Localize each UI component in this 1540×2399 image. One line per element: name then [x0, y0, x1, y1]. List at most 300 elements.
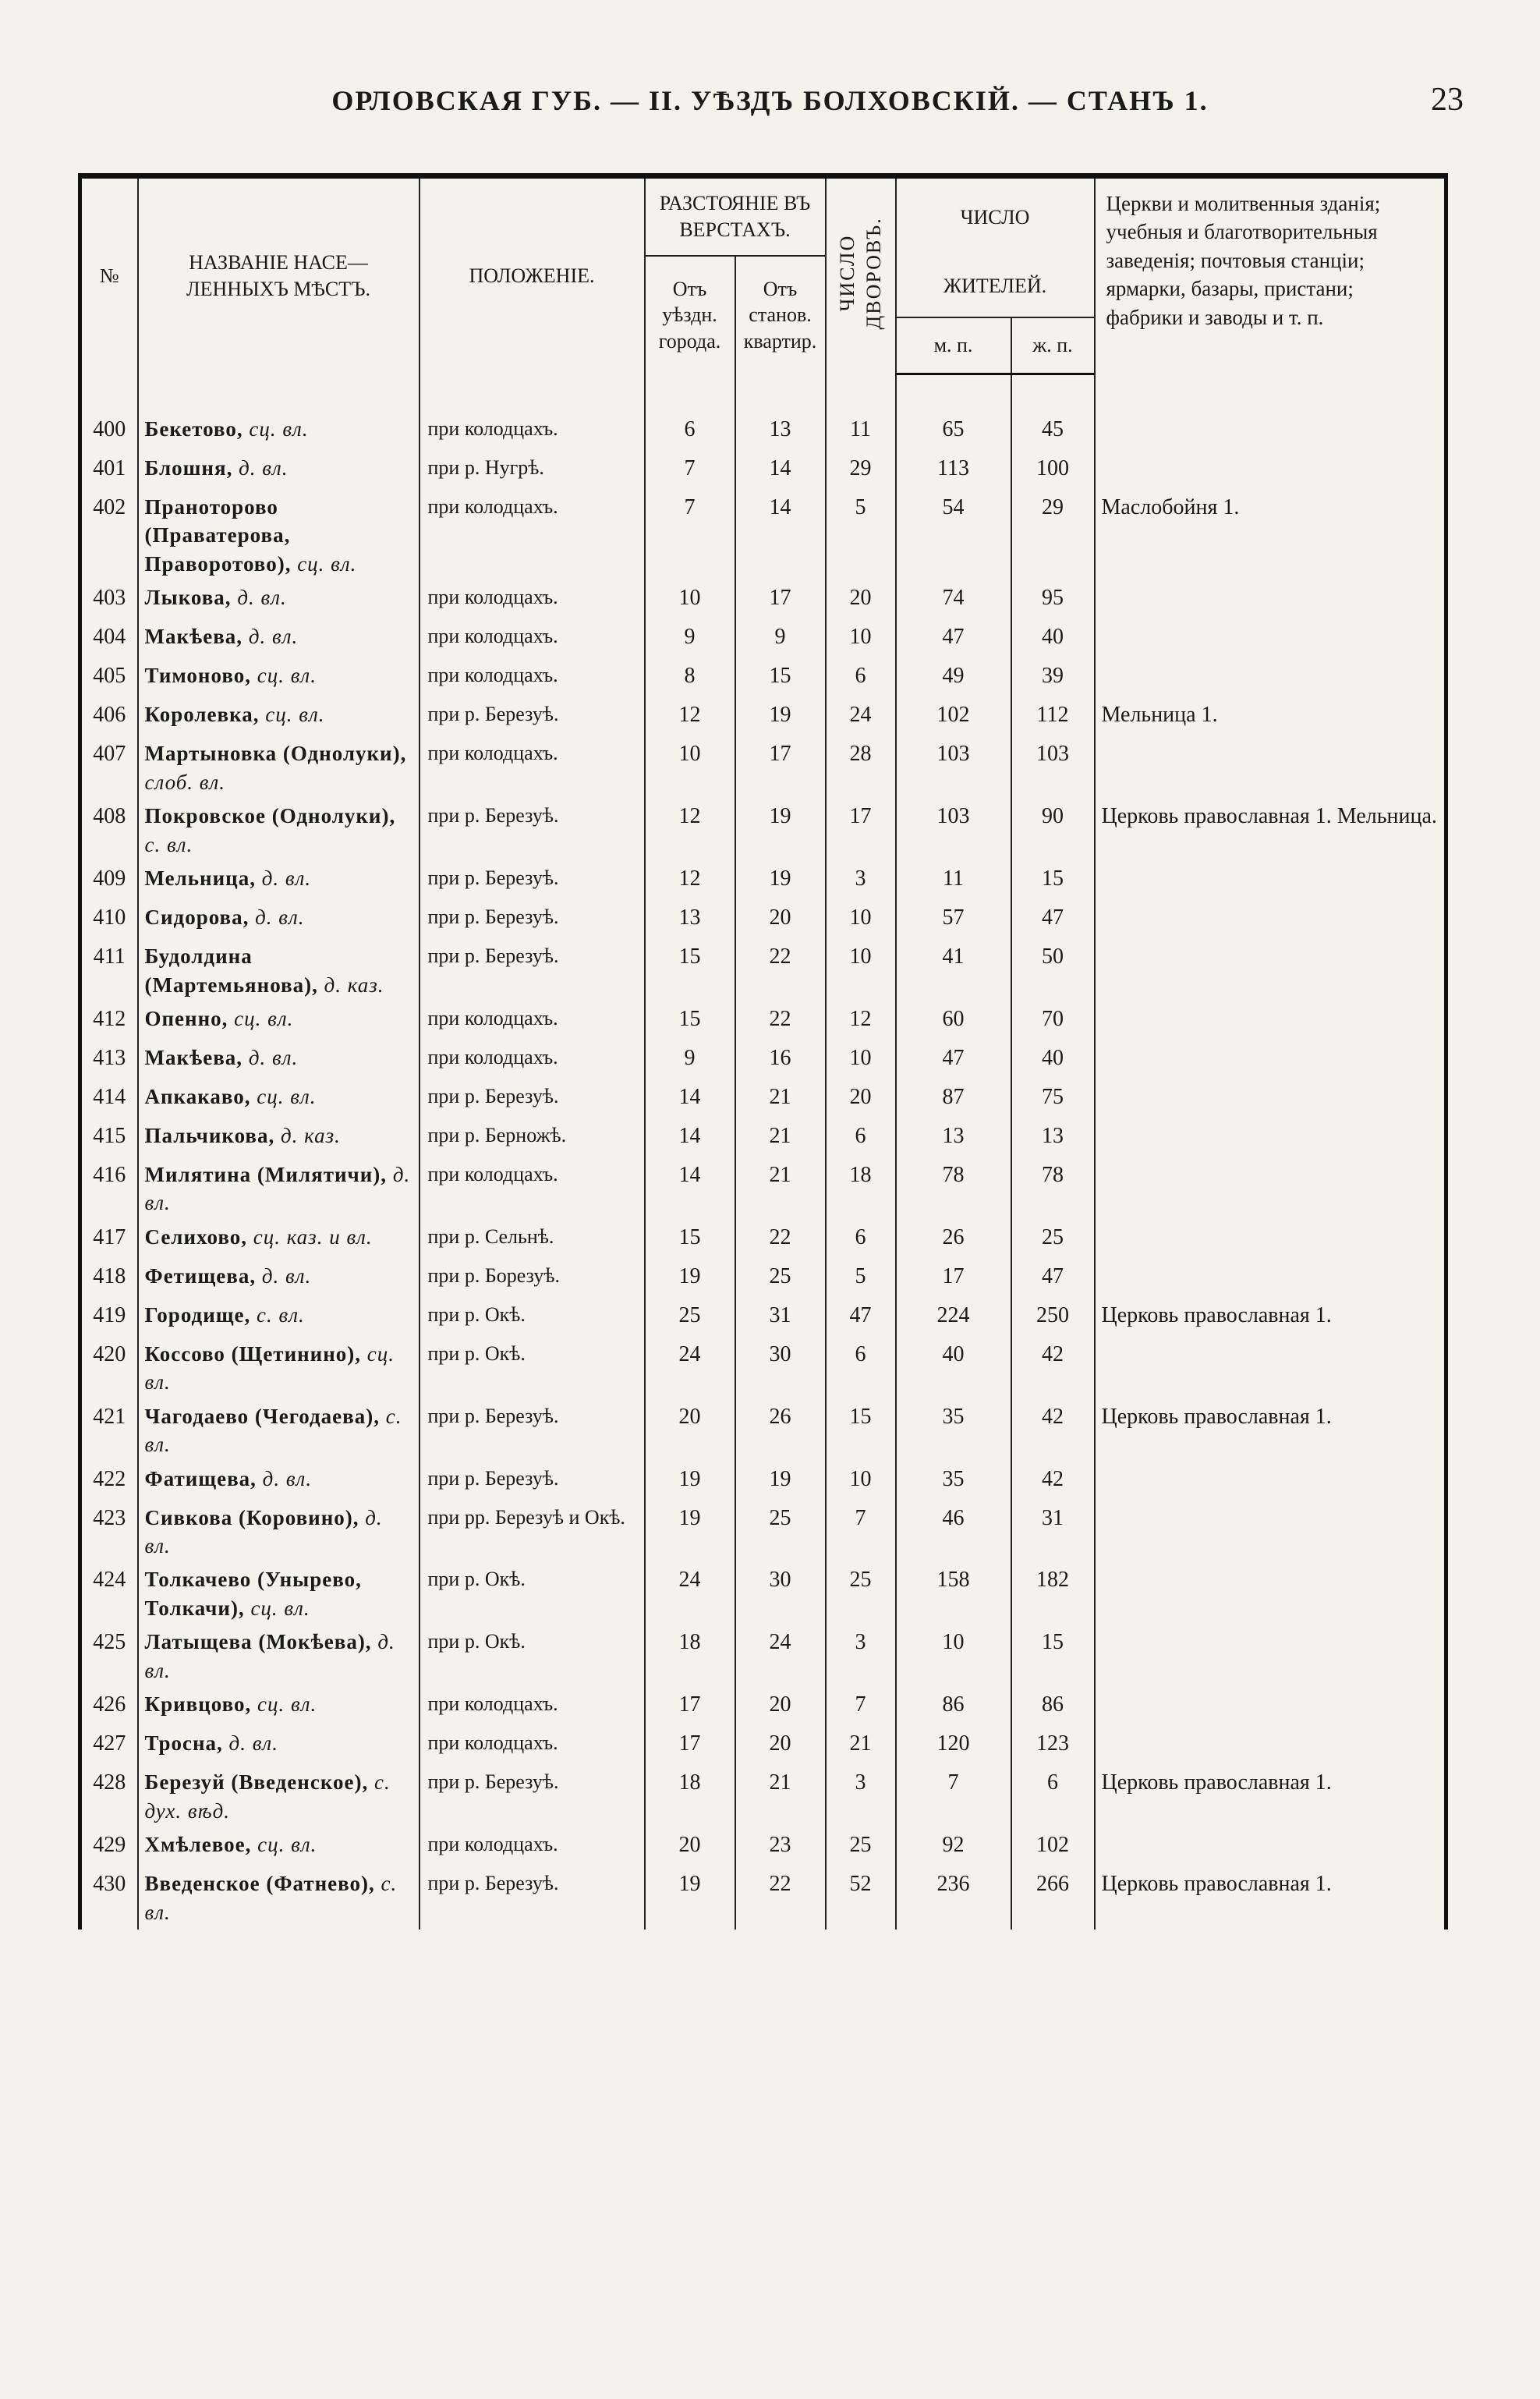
table-row — [80, 1260, 1446, 1299]
place-name — [138, 1002, 420, 1041]
place-kind: сц. вл. — [257, 1833, 317, 1857]
place-kind: д. вл. — [237, 586, 287, 610]
row-position: при колодцахъ. — [420, 1158, 645, 1221]
place-name-text: Мельница, — [144, 866, 256, 891]
dist-town: 6 — [645, 413, 735, 452]
households: 10 — [826, 940, 896, 1002]
female-count: 50 — [1011, 940, 1095, 1002]
place-name — [138, 1727, 420, 1766]
table-row — [80, 413, 1446, 452]
col-header-female: ж. п. — [1011, 317, 1095, 374]
row-number: 414 — [80, 1080, 138, 1119]
place-kind: д. вл. — [144, 1505, 383, 1557]
place-kind: д. вл. — [248, 625, 299, 649]
male-count: 103 — [896, 799, 1011, 862]
place-name-text: Тимоново, — [144, 664, 251, 688]
households: 6 — [826, 1221, 896, 1260]
dist-town: 12 — [645, 698, 735, 737]
male-count: 65 — [896, 413, 1011, 452]
table-row — [80, 581, 1446, 620]
dist-town: 9 — [645, 620, 735, 659]
place-name — [138, 1766, 420, 1828]
table-row — [80, 1158, 1446, 1221]
row-number: 413 — [80, 1041, 138, 1080]
male-count: 46 — [896, 1501, 1011, 1564]
male-count: 13 — [896, 1119, 1011, 1158]
row-position: при колодцахъ. — [420, 620, 645, 659]
place-name-text: Фатищева, — [144, 1466, 257, 1490]
female-count: 103 — [1011, 737, 1095, 799]
table-row — [80, 1119, 1446, 1158]
dist-stan: 20 — [735, 901, 826, 940]
table-row — [80, 901, 1446, 940]
col-header-distance: РАЗСТОЯНІЕ ВЪ ВЕРСТАХЪ. — [645, 176, 826, 257]
settlement-table — [78, 173, 1448, 1929]
dist-stan: 25 — [735, 1501, 826, 1564]
row-number: 409 — [80, 862, 138, 901]
households: 28 — [826, 737, 896, 799]
households: 52 — [826, 1867, 896, 1929]
row-remark: Церковь православная 1. Мельница. — [1095, 799, 1446, 862]
dist-stan: 17 — [735, 581, 826, 620]
row-remark — [1095, 1625, 1446, 1688]
running-head: ОРЛОВСКАЯ ГУБ. — II. УѢЗДЪ БОЛХОВСКІЙ. — СТАНЪ 1. — [331, 85, 1209, 116]
households: 18 — [826, 1158, 896, 1221]
place-name — [138, 581, 420, 620]
place-name — [138, 901, 420, 940]
dist-stan: 15 — [735, 659, 826, 698]
row-position: при р. Нугрѣ. — [420, 452, 645, 491]
table-row — [80, 1727, 1446, 1766]
table-spacer-row — [80, 374, 1446, 413]
dist-stan: 30 — [735, 1338, 826, 1400]
female-count: 47 — [1011, 1260, 1095, 1299]
col-header-from-stan: Отъ станов. квартир. — [735, 256, 826, 374]
dist-stan: 20 — [735, 1688, 826, 1727]
male-count: 102 — [896, 698, 1011, 737]
place-kind: д. вл. — [239, 456, 289, 480]
male-count: 74 — [896, 581, 1011, 620]
row-remark — [1095, 1828, 1446, 1867]
households: 10 — [826, 901, 896, 940]
table-body — [80, 374, 1446, 1929]
female-count: 39 — [1011, 659, 1095, 698]
male-count: 47 — [896, 620, 1011, 659]
place-kind: д. вл. — [228, 1731, 278, 1756]
dist-town: 15 — [645, 1221, 735, 1260]
row-remark — [1095, 1501, 1446, 1564]
place-kind: д. вл. — [248, 1045, 299, 1069]
male-count: 41 — [896, 940, 1011, 1002]
place-name-text: Сивкова (Коровино), — [144, 1505, 359, 1529]
male-count: 113 — [896, 452, 1011, 491]
female-count: 100 — [1011, 452, 1095, 491]
dist-town: 15 — [645, 1002, 735, 1041]
row-remark — [1095, 862, 1446, 901]
col-header-inhabitants-2: ЖИТЕЛЕЙ. — [896, 256, 1095, 317]
dist-town: 18 — [645, 1625, 735, 1688]
place-kind: сц. вл. — [297, 551, 357, 576]
dist-town: 19 — [645, 1867, 735, 1929]
place-kind: сц. вл. — [257, 664, 317, 688]
table-row — [80, 1338, 1446, 1400]
place-name — [138, 491, 420, 581]
households: 6 — [826, 1119, 896, 1158]
row-remark — [1095, 620, 1446, 659]
col-header-households — [826, 176, 896, 374]
female-count: 182 — [1011, 1563, 1095, 1625]
place-name-text: Чагодаево (Чегодаева), — [144, 1404, 380, 1428]
row-remark: Церковь православная 1. — [1095, 1766, 1446, 1828]
households: 15 — [826, 1400, 896, 1462]
row-remark — [1095, 452, 1446, 491]
row-number: 426 — [80, 1688, 138, 1727]
place-kind: д. вл. — [144, 1162, 411, 1215]
male-count: 158 — [896, 1563, 1011, 1625]
table-row — [80, 1501, 1446, 1564]
place-name — [138, 659, 420, 698]
place-name-text: Королевка, — [144, 703, 260, 727]
female-count: 15 — [1011, 862, 1095, 901]
female-count: 86 — [1011, 1688, 1095, 1727]
female-count: 47 — [1011, 901, 1095, 940]
dist-stan: 21 — [735, 1158, 826, 1221]
female-count: 112 — [1011, 698, 1095, 737]
place-name — [138, 1867, 420, 1929]
place-name — [138, 799, 420, 862]
male-count: 17 — [896, 1260, 1011, 1299]
male-count: 11 — [896, 862, 1011, 901]
dist-town: 15 — [645, 940, 735, 1002]
dist-stan: 16 — [735, 1041, 826, 1080]
table-row — [80, 1002, 1446, 1041]
row-position: при р. Окѣ. — [420, 1563, 645, 1625]
place-kind: с. дух. вѣд. — [144, 1770, 391, 1823]
row-position: при колодцахъ. — [420, 1041, 645, 1080]
table-row — [80, 1400, 1446, 1462]
dist-stan: 31 — [735, 1299, 826, 1338]
male-count: 60 — [896, 1002, 1011, 1041]
table-row — [80, 698, 1446, 737]
row-position: при колодцахъ. — [420, 1688, 645, 1727]
households: 24 — [826, 698, 896, 737]
households: 3 — [826, 1766, 896, 1828]
row-remark — [1095, 901, 1446, 940]
dist-stan: 21 — [735, 1766, 826, 1828]
dist-town: 14 — [645, 1158, 735, 1221]
place-name — [138, 1041, 420, 1080]
col-header-inhabitants-1: ЧИСЛО — [896, 176, 1095, 257]
row-number: 421 — [80, 1400, 138, 1462]
row-position: при колодцахъ. — [420, 659, 645, 698]
table-row — [80, 862, 1446, 901]
row-position: при колодцахъ. — [420, 413, 645, 452]
row-number: 411 — [80, 940, 138, 1002]
row-position: при р. Березуѣ. — [420, 1080, 645, 1119]
row-number: 405 — [80, 659, 138, 698]
row-position: при колодцахъ. — [420, 737, 645, 799]
place-name — [138, 1119, 420, 1158]
female-count: 102 — [1011, 1828, 1095, 1867]
row-remark — [1095, 1462, 1446, 1501]
place-name — [138, 1260, 420, 1299]
row-position: при р. Березуѣ. — [420, 1867, 645, 1929]
dist-stan: 26 — [735, 1400, 826, 1462]
row-position: при р. Березуѣ. — [420, 940, 645, 1002]
row-number: 428 — [80, 1766, 138, 1828]
male-count: 103 — [896, 737, 1011, 799]
dist-town: 17 — [645, 1727, 735, 1766]
dist-stan: 25 — [735, 1260, 826, 1299]
dist-stan: 13 — [735, 413, 826, 452]
male-count: 224 — [896, 1299, 1011, 1338]
place-name — [138, 1462, 420, 1501]
place-name — [138, 1688, 420, 1727]
dist-town: 17 — [645, 1688, 735, 1727]
row-remark — [1095, 1338, 1446, 1400]
row-number: 424 — [80, 1563, 138, 1625]
dist-stan: 9 — [735, 620, 826, 659]
male-count: 40 — [896, 1338, 1011, 1400]
households: 29 — [826, 452, 896, 491]
place-name-text: Кривцово, — [144, 1692, 252, 1717]
place-name — [138, 1400, 420, 1462]
place-name — [138, 698, 420, 737]
row-number: 402 — [80, 491, 138, 581]
dist-town: 19 — [645, 1501, 735, 1564]
row-position: при р. Окѣ. — [420, 1625, 645, 1688]
households: 3 — [826, 862, 896, 901]
table-header — [80, 176, 1446, 374]
female-count: 42 — [1011, 1400, 1095, 1462]
row-number: 422 — [80, 1462, 138, 1501]
households: 10 — [826, 620, 896, 659]
place-name-text: Будолдина (Мартемьянова), — [144, 944, 318, 997]
col-header-number: № — [80, 176, 138, 374]
place-kind: с. вл. — [257, 1302, 305, 1327]
place-name-text: Праноторово (Праватерова, Праворотово), — [144, 495, 292, 576]
table-row — [80, 1221, 1446, 1260]
dist-town: 13 — [645, 901, 735, 940]
table-row — [80, 1766, 1446, 1828]
dist-town: 7 — [645, 491, 735, 581]
female-count: 90 — [1011, 799, 1095, 862]
col-header-remarks: Церкви и молитвенныя зданія; учебныя и благотворительныя заведенія; почтовыя станціи; ярмарки, базары, пристани; фабрики и заводы и т. п. — [1095, 176, 1446, 374]
table-row — [80, 940, 1446, 1002]
male-count: 49 — [896, 659, 1011, 698]
place-name — [138, 452, 420, 491]
households: 6 — [826, 659, 896, 698]
place-name-text: Опенно, — [144, 1006, 228, 1030]
row-position: при р. Борезуѣ. — [420, 1260, 645, 1299]
row-position: при р. Окѣ. — [420, 1338, 645, 1400]
table-row — [80, 1563, 1446, 1625]
dist-town: 18 — [645, 1766, 735, 1828]
row-position: при колодцахъ. — [420, 1828, 645, 1867]
place-name — [138, 862, 420, 901]
place-kind: слоб. вл. — [144, 770, 226, 794]
place-kind: сц. вл. — [257, 1084, 317, 1108]
place-kind: д. вл. — [261, 1263, 312, 1288]
place-kind: с. вл. — [144, 1404, 402, 1457]
households: 5 — [826, 1260, 896, 1299]
dist-town: 12 — [645, 862, 735, 901]
place-name — [138, 1338, 420, 1400]
row-number: 408 — [80, 799, 138, 862]
row-position: при рр. Березуѣ и Окѣ. — [420, 1501, 645, 1564]
row-number: 429 — [80, 1828, 138, 1867]
dist-town: 8 — [645, 659, 735, 698]
row-position: при р. Сельнѣ. — [420, 1221, 645, 1260]
dist-stan: 23 — [735, 1828, 826, 1867]
dist-town: 9 — [645, 1041, 735, 1080]
place-name — [138, 1501, 420, 1564]
male-count: 35 — [896, 1400, 1011, 1462]
row-number: 412 — [80, 1002, 138, 1041]
row-position: при колодцахъ. — [420, 1727, 645, 1766]
male-count: 47 — [896, 1041, 1011, 1080]
place-kind: д. каз. — [324, 973, 384, 997]
row-remark — [1095, 1158, 1446, 1221]
male-count: 57 — [896, 901, 1011, 940]
place-name-text: Латыщева (Мокѣева), — [144, 1630, 372, 1654]
dist-stan: 22 — [735, 1221, 826, 1260]
place-name-text: Селихово, — [144, 1224, 247, 1249]
dist-stan: 19 — [735, 1462, 826, 1501]
row-remark — [1095, 940, 1446, 1002]
col-header-position: ПОЛОЖЕНІЕ. — [420, 176, 645, 374]
row-remark — [1095, 659, 1446, 698]
households: 11 — [826, 413, 896, 452]
page-header — [0, 78, 1540, 133]
households: 47 — [826, 1299, 896, 1338]
row-remark — [1095, 1563, 1446, 1625]
row-remark: Маслобойня 1. — [1095, 491, 1446, 581]
dist-town: 25 — [645, 1299, 735, 1338]
households: 21 — [826, 1727, 896, 1766]
row-remark — [1095, 1727, 1446, 1766]
households: 10 — [826, 1041, 896, 1080]
place-name-text: Городище, — [144, 1302, 251, 1327]
place-kind: с. вл. — [144, 832, 193, 856]
place-name-text: Пальчикова, — [144, 1123, 275, 1147]
dist-stan: 22 — [735, 1867, 826, 1929]
place-name — [138, 1299, 420, 1338]
row-remark — [1095, 1119, 1446, 1158]
place-kind: сц. вл. — [249, 417, 309, 441]
place-name — [138, 940, 420, 1002]
row-number: 430 — [80, 1867, 138, 1929]
row-number: 410 — [80, 901, 138, 940]
place-name-text: Фетищева, — [144, 1263, 257, 1288]
dist-town: 19 — [645, 1462, 735, 1501]
row-remark — [1095, 581, 1446, 620]
male-count: 120 — [896, 1727, 1011, 1766]
female-count: 70 — [1011, 1002, 1095, 1041]
households: 3 — [826, 1625, 896, 1688]
male-count: 86 — [896, 1688, 1011, 1727]
dist-town: 14 — [645, 1119, 735, 1158]
row-number: 427 — [80, 1727, 138, 1766]
place-name — [138, 1221, 420, 1260]
row-number: 419 — [80, 1299, 138, 1338]
female-count: 42 — [1011, 1462, 1095, 1501]
households: 10 — [826, 1462, 896, 1501]
households: 25 — [826, 1563, 896, 1625]
place-name-text: Тросна, — [144, 1731, 223, 1756]
place-kind: сц. вл. — [144, 1341, 395, 1394]
female-count: 95 — [1011, 581, 1095, 620]
place-name-text: Лыкова, — [144, 586, 232, 610]
dist-stan: 17 — [735, 737, 826, 799]
row-number: 420 — [80, 1338, 138, 1400]
households: 20 — [826, 1080, 896, 1119]
male-count: 78 — [896, 1158, 1011, 1221]
table-row — [80, 659, 1446, 698]
row-remark — [1095, 1041, 1446, 1080]
place-kind: д. вл. — [261, 866, 312, 891]
households: 17 — [826, 799, 896, 862]
place-name-text: Милятина (Милятичи), — [144, 1162, 388, 1186]
male-count: 92 — [896, 1828, 1011, 1867]
households: 7 — [826, 1501, 896, 1564]
col-header-male: м. п. — [896, 317, 1011, 374]
female-count: 123 — [1011, 1727, 1095, 1766]
place-name-text: Блошня, — [144, 456, 233, 480]
households: 7 — [826, 1688, 896, 1727]
place-kind: д. каз. — [281, 1123, 341, 1147]
row-number: 406 — [80, 698, 138, 737]
row-number: 403 — [80, 581, 138, 620]
place-name-text: Мартыновка (Однолуки), — [144, 742, 407, 766]
row-number: 423 — [80, 1501, 138, 1564]
dist-town: 7 — [645, 452, 735, 491]
row-number: 401 — [80, 452, 138, 491]
col-header-from-town: Отъ уѣздн. города. — [645, 256, 735, 374]
dist-stan: 21 — [735, 1119, 826, 1158]
place-name-text: Введенское (Фатнево), — [144, 1872, 375, 1896]
households: 20 — [826, 581, 896, 620]
dist-stan: 21 — [735, 1080, 826, 1119]
households-label: ЧИСЛО ДВОРОВЪ. — [835, 216, 885, 329]
female-count: 40 — [1011, 1041, 1095, 1080]
place-kind: д. вл. — [262, 1466, 313, 1490]
dist-stan: 30 — [735, 1563, 826, 1625]
dist-stan: 14 — [735, 452, 826, 491]
table-row — [80, 1625, 1446, 1688]
place-name — [138, 1625, 420, 1688]
table-row — [80, 737, 1446, 799]
row-remark — [1095, 737, 1446, 799]
place-name — [138, 1158, 420, 1221]
female-count: 6 — [1011, 1766, 1095, 1828]
row-position: при р. Березуѣ. — [420, 862, 645, 901]
table-row — [80, 620, 1446, 659]
dist-town: 24 — [645, 1563, 735, 1625]
row-number: 404 — [80, 620, 138, 659]
dist-stan: 19 — [735, 698, 826, 737]
place-kind: сц. каз. и вл. — [253, 1224, 373, 1249]
place-name-text: Макѣева, — [144, 1045, 243, 1069]
row-position: при р. Березуѣ. — [420, 799, 645, 862]
row-number: 400 — [80, 413, 138, 452]
place-name-text: Коссово (Щетинино), — [144, 1341, 362, 1366]
place-kind: сц. вл. — [265, 703, 325, 727]
table-row — [80, 799, 1446, 862]
dist-stan: 19 — [735, 799, 826, 862]
place-name-text: Хмѣлевое, — [144, 1833, 252, 1857]
dist-town: 10 — [645, 737, 735, 799]
